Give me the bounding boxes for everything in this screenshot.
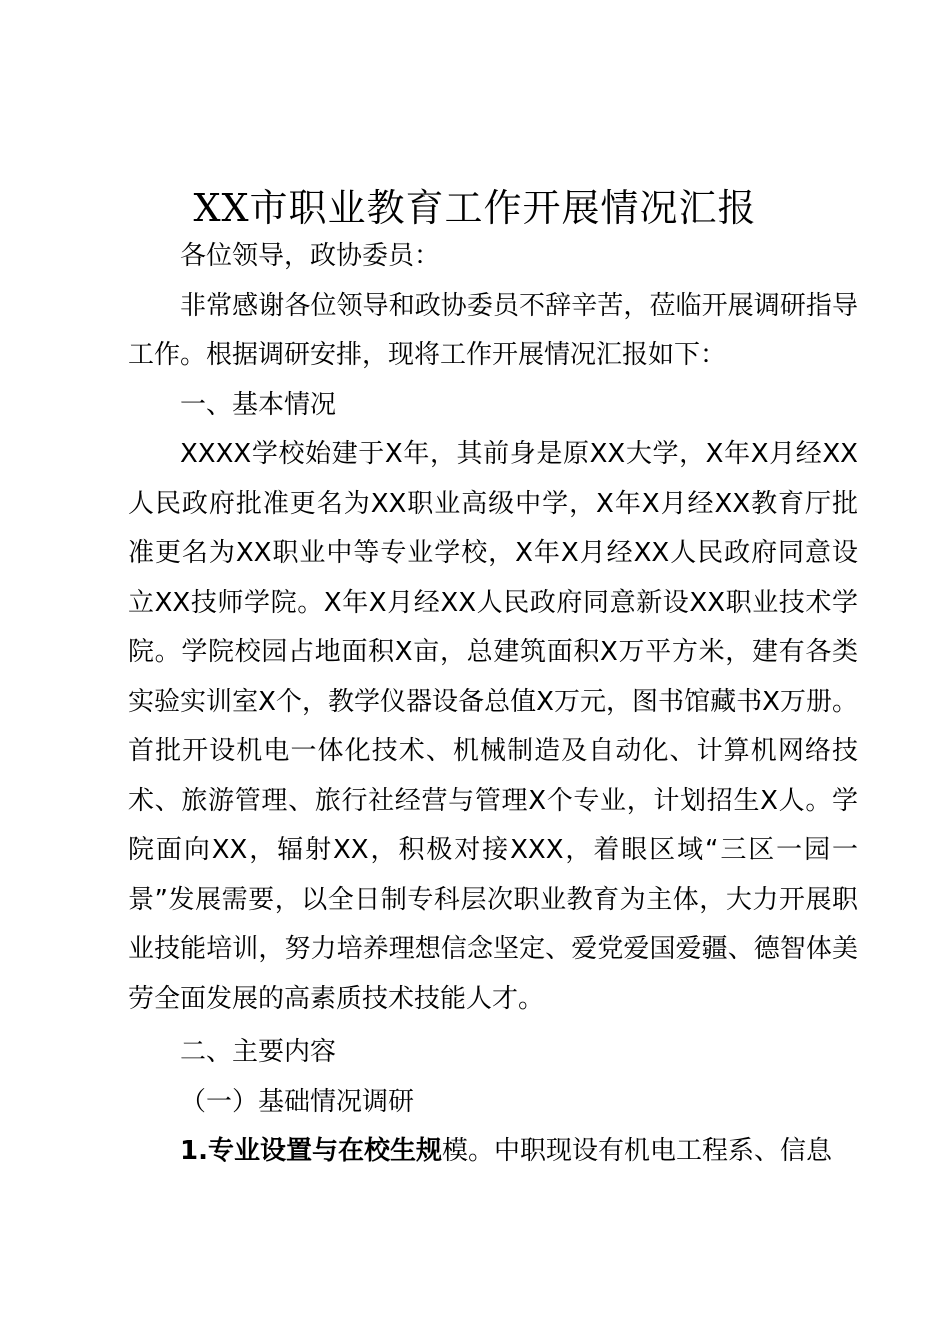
document-title: XX市职业教育工作开展情况汇报 xyxy=(193,186,757,230)
item-bold-lead: 1.专业设置与在校生规 xyxy=(180,1136,442,1166)
basic-info-paragraph: XXXX学校始建于X年，其前身是原XX大学，X年X月经XX人民政府批准更名为XX职业高级中学，X年X月经XX教育厅批准更名为XX职业中等专业学校，X年X月经XX人民政府同意设立XX技师学院。X年X月经XX人民政府同意新设XX职业技术学院。学院校园占地面积X亩，总建筑面积X万平方米，建有各类实验实训室X个，教学仪器设备总值X万元，图书馆藏书X万册。首批开设机电一体化技术、机械制造及自动化、计算机网络技术、旅游管理、旅行社经营与管理X个专业，计划招生X人。学院面向XX，辐射XX，积极对接XXX，着眼区域“三区一园一景”发展需要，以全日制专科层次职业教育为主体，大力开展职业技能培训，努力培养理想信念坚定、爱党爱国爱疆、德智体美劳全面发展的高素质技术技能人才。 xyxy=(128,439,858,1014)
section-heading-basic: 一、基本情况 xyxy=(180,389,337,420)
intro-paragraph: 非常感谢各位领导和政协委员不辞辛苦，莅临开展调研指导工作。根据调研安排，现将工作开展情况汇报如下： xyxy=(128,290,858,370)
subsection-heading-research: （一）基础情况调研 xyxy=(180,1086,415,1117)
item-text: 模。中职现设有机电工程系、信息 xyxy=(441,1136,832,1166)
salutation: 各位领导，政协委员： xyxy=(180,241,441,271)
item-paragraph-majors xyxy=(128,1127,858,1177)
document-body xyxy=(128,232,858,1177)
section-heading-main-content: 二、主要内容 xyxy=(180,1037,337,1067)
